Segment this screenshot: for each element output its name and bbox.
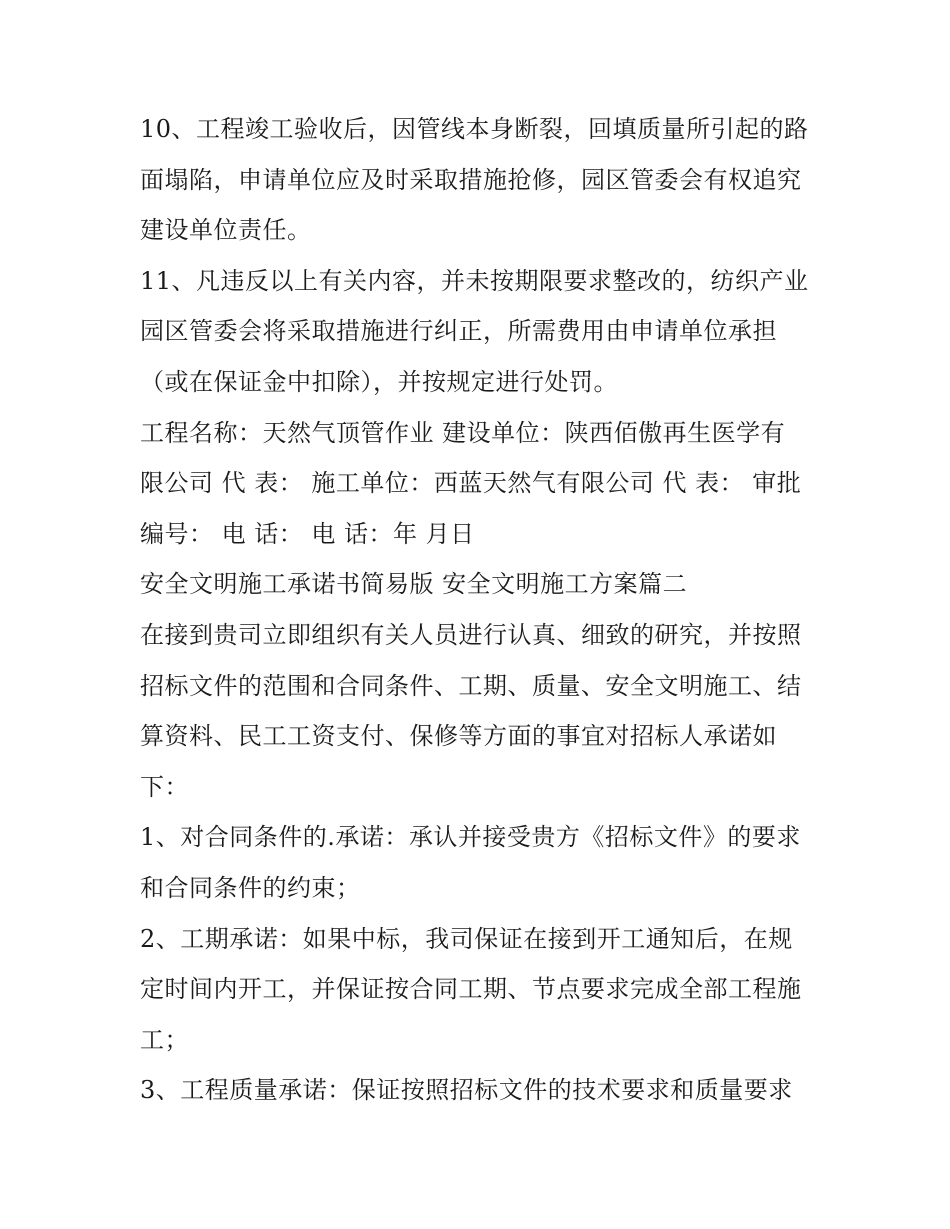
text-line: 面塌陷，申请单位应及时采取措施抢修，园区管委会有权追究 <box>140 165 802 194</box>
text-line: 和合同条件的约束； <box>140 873 361 902</box>
text-line: 工程名称：天然气顶管作业 建设单位：陕西佰傲再生医学有 <box>140 418 786 447</box>
text-line: 工； <box>140 1025 189 1054</box>
text-line: 下： <box>140 772 189 801</box>
text-line: 3、工程质量承诺：保证按照招标文件的技术要求和质量要求 <box>140 1076 793 1105</box>
text-line: 在接到贵司立即组织有关人员进行认真、细致的研究，并按照 <box>140 620 802 649</box>
text-line: 2、工期承诺：如果中标，我司保证在接到开工通知后，在规 <box>140 924 793 953</box>
document-body <box>140 104 820 1116</box>
text-line: 招标文件的范围和合同条件、工期、质量、安全文明施工、结 <box>140 671 802 700</box>
section-heading: 安全文明施工承诺书简易版 安全文明施工方案篇二 <box>140 570 688 599</box>
text-line: （或在保证金中扣除），并按规定进行处罚。 <box>140 367 618 396</box>
text-line: 10、工程竣工验收后，因管线本身断裂，回填质量所引起的路 <box>140 115 809 143</box>
text-line: 建设单位责任。 <box>140 216 312 245</box>
text-line: 编号： 电 话： 电 话：年 月日 <box>140 519 475 548</box>
text-line: 定时间内开工，并保证按合同工期、节点要求完成全部工程施 <box>140 975 802 1004</box>
text-line: 11、凡违反以上有关内容，并未按期限要求整改的，纺织产业 <box>140 266 809 295</box>
text-line: 1、对合同条件的.承诺：承认并接受贵方《招标文件》的要求 <box>140 823 801 852</box>
text-line: 园区管委会将采取措施进行纠正，所需费用由申请单位承担 <box>140 317 777 346</box>
text-line: 算资料、民工工资支付、保修等方面的事宜对招标人承诺如 <box>140 722 777 751</box>
text-line: 限公司 代 表： 施工单位：西蓝天然气有限公司 代 表： 审批 <box>140 469 802 498</box>
